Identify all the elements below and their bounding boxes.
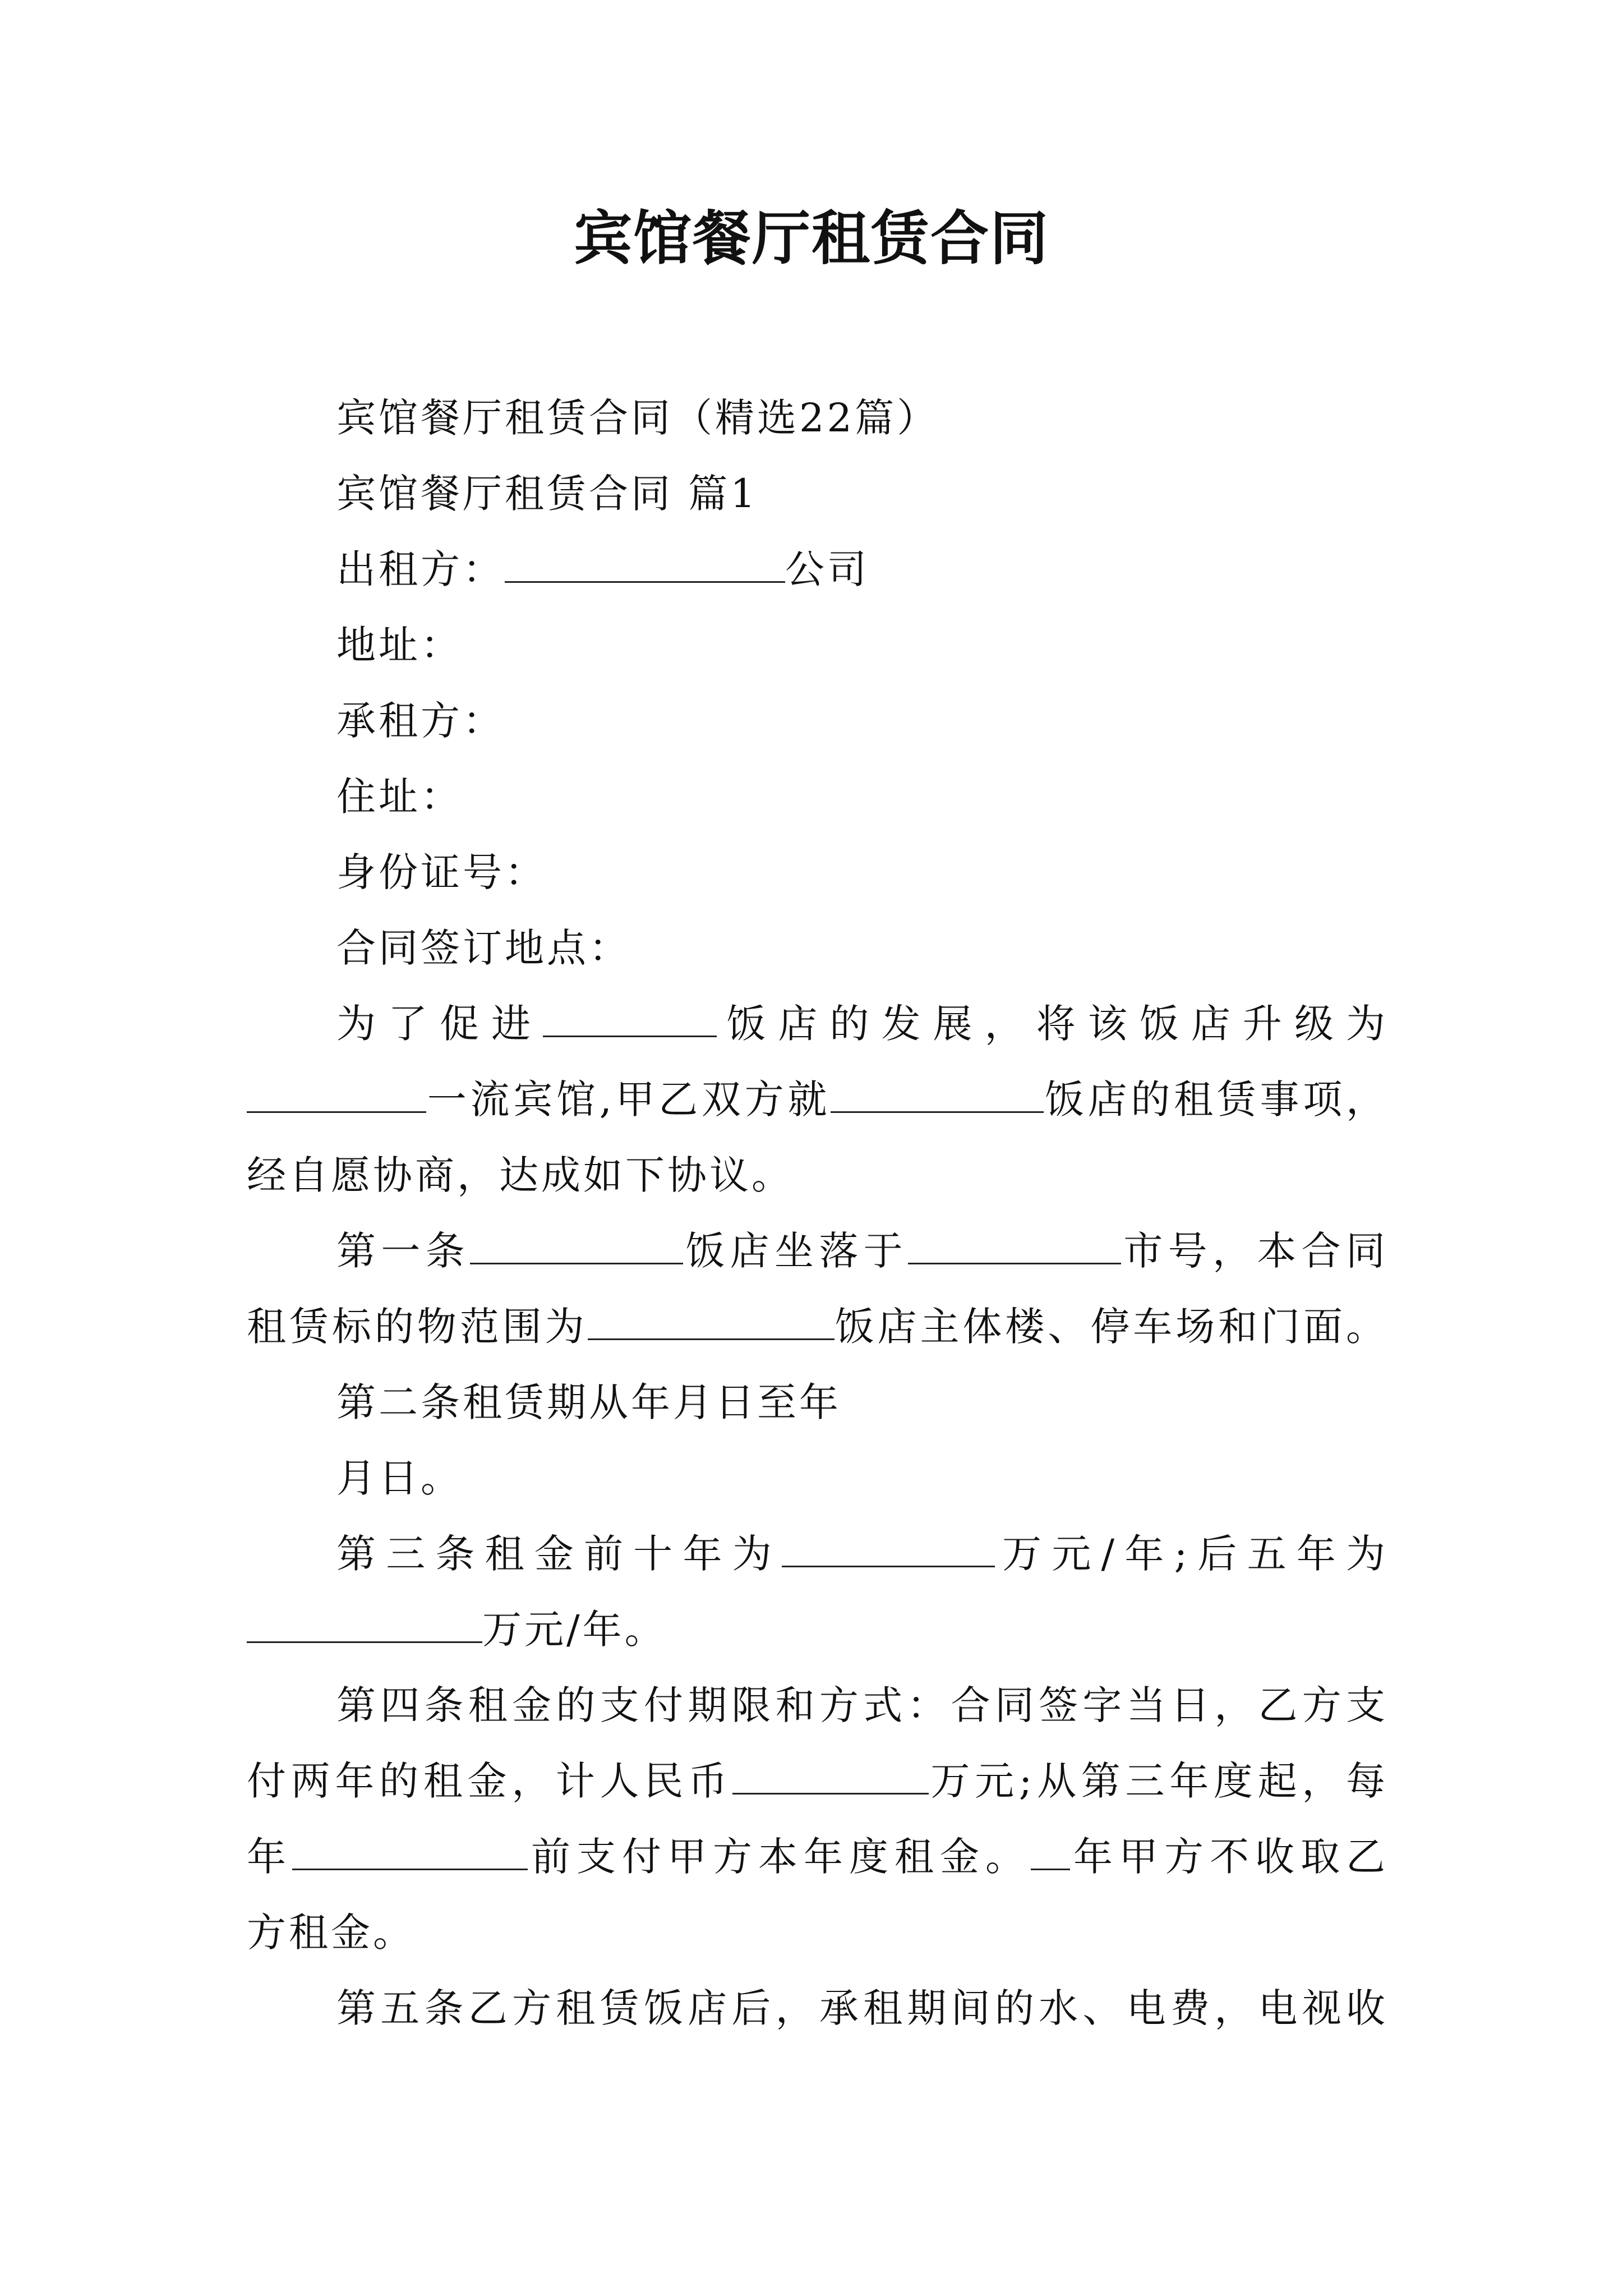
blank bbox=[247, 1079, 426, 1113]
blank bbox=[782, 1533, 995, 1567]
blank bbox=[908, 1230, 1121, 1264]
preamble-line-1: 为了促进 饭店的发展，将该饭店升级为 bbox=[336, 1001, 1389, 1047]
subtitle-line: 宾馆餐厅租赁合同（精选22篇） bbox=[336, 395, 939, 441]
document-title: 宾馆餐厅租赁合同 bbox=[573, 204, 1049, 273]
article-4-line-2: 付两年的租金，计人民币 万元;从第三年度起，每 bbox=[247, 1758, 1388, 1804]
blank bbox=[588, 1306, 834, 1340]
signing-place-line: 合同签订地点： bbox=[336, 925, 631, 971]
blank bbox=[247, 1609, 482, 1643]
article-1-line-1: 第一条 饭店坐落于 市号，本合同 bbox=[336, 1228, 1388, 1274]
article-5-line-1: 第五条乙方租赁饭店后，承租期间的水、电费，电视收 bbox=[336, 1985, 1388, 2031]
blank bbox=[292, 1836, 528, 1870]
residence-line: 住址： bbox=[336, 774, 463, 820]
id-number-line: 身份证号： bbox=[336, 849, 547, 895]
blank bbox=[543, 1003, 717, 1037]
blank bbox=[470, 1230, 683, 1264]
lessee-line: 承租方： bbox=[336, 698, 505, 744]
article-2-line-1: 第二条租赁期从年月日至年 bbox=[336, 1379, 841, 1425]
section-heading: 宾馆餐厅租赁合同 篇1 bbox=[336, 471, 758, 517]
preamble-line-3: 经自愿协商，达成如下协议。 bbox=[247, 1152, 794, 1198]
blank bbox=[732, 1760, 929, 1795]
address-line: 地址： bbox=[336, 622, 463, 668]
blank bbox=[1031, 1836, 1070, 1870]
lessor-line: 出租方： 公司 bbox=[336, 546, 869, 592]
article-4-line-3: 年 前支付甲方本年度租金。 年甲方不收取乙 bbox=[247, 1834, 1388, 1880]
article-3-line-2: 万元/年。 bbox=[247, 1602, 1388, 1658]
article-4-line-4: 方租金。 bbox=[247, 1910, 415, 1955]
preamble-line-2: 一流宾馆,甲乙双方就 饭店的租赁事项， bbox=[247, 1071, 1388, 1128]
article-4-line-1: 第四条租金的支付期限和方式：合同签字当日，乙方支 bbox=[336, 1682, 1388, 1728]
lessor-blank bbox=[505, 549, 785, 583]
article-2-line-2: 月日。 bbox=[336, 1455, 463, 1501]
article-3-line-1: 第三条租金前十年为 万元/年;后五年为 bbox=[336, 1531, 1389, 1577]
blank bbox=[831, 1079, 1044, 1113]
article-1-line-2: 租赁标的物范围为 饭店主体楼、停车场和门面。 bbox=[247, 1304, 1389, 1350]
